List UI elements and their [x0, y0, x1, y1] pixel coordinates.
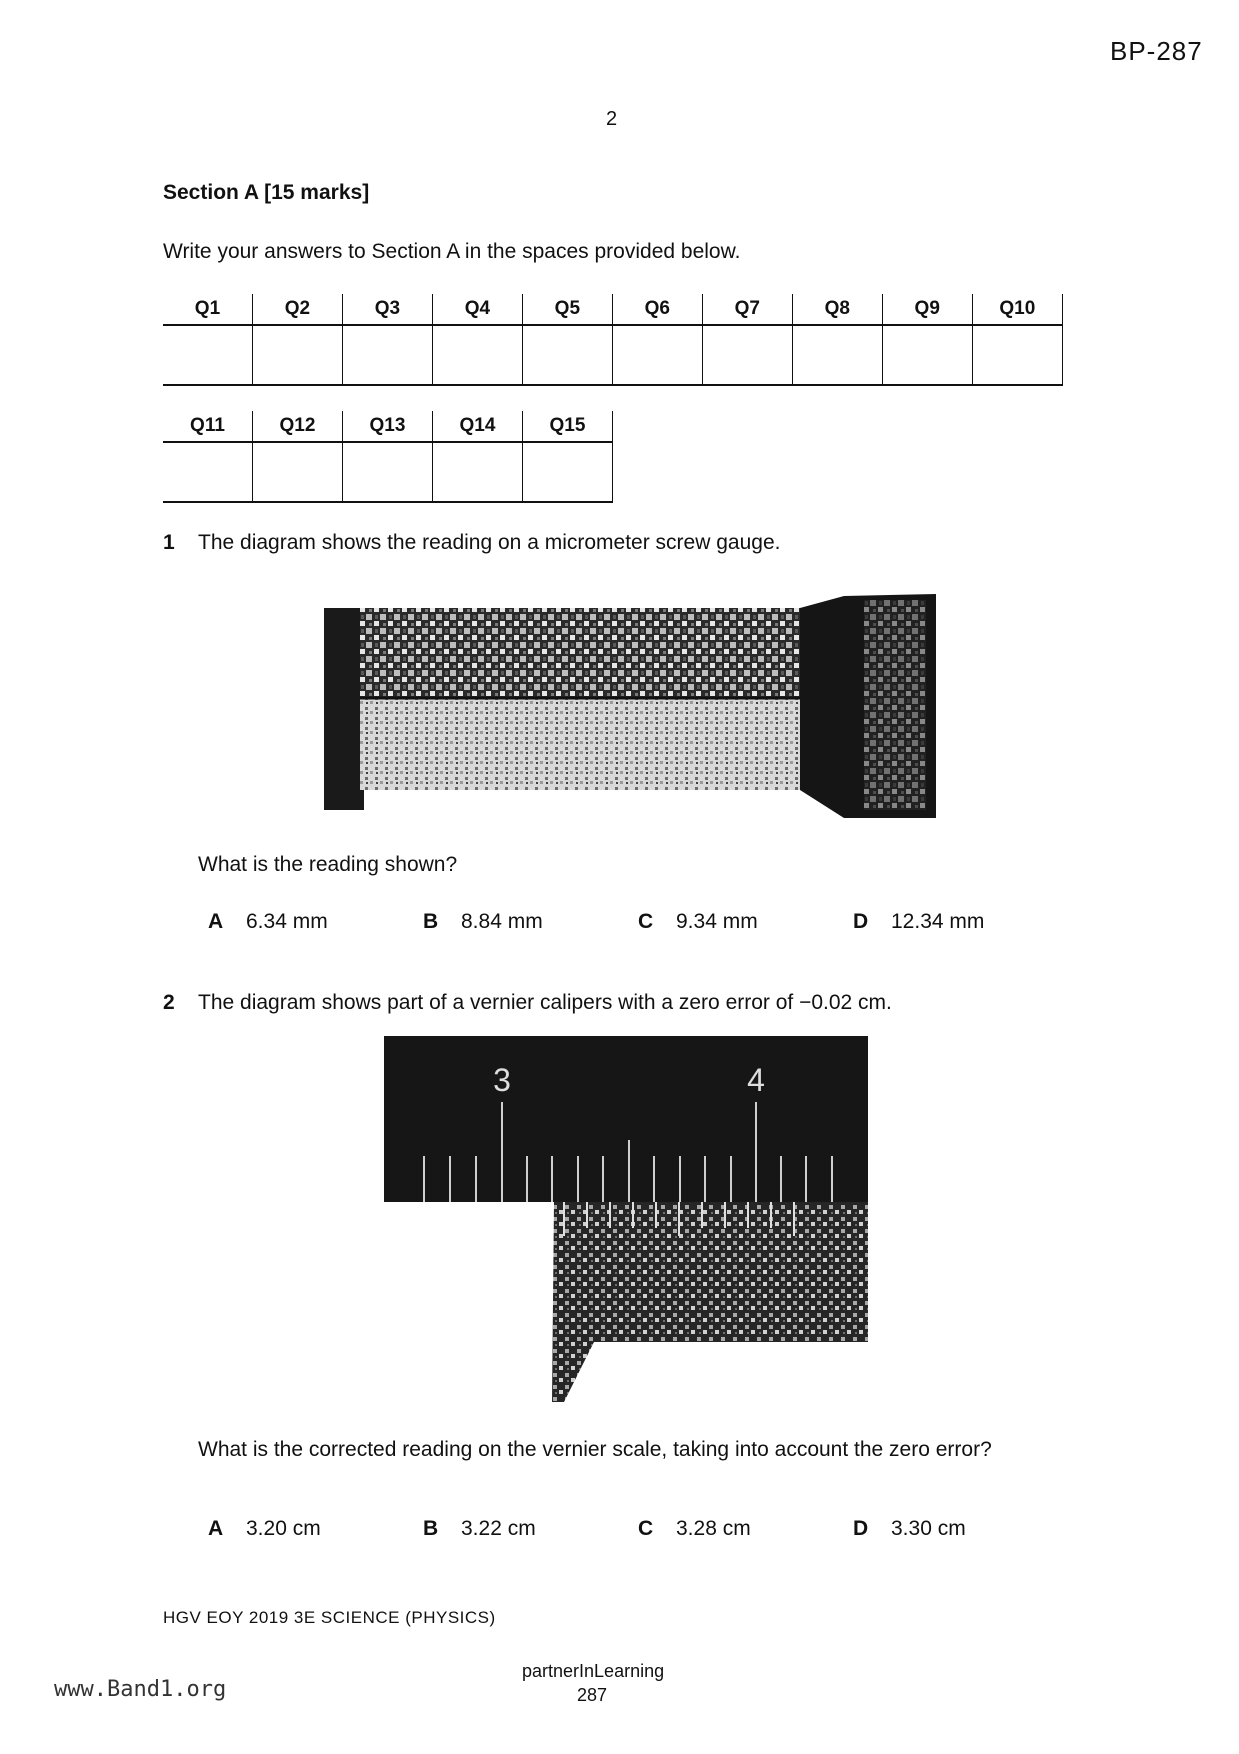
micrometer-thimble-detail — [864, 600, 926, 810]
question-1-text: The diagram shows the reading on a micrometer screw gauge. — [198, 531, 781, 554]
answer-box-q11[interactable] — [163, 442, 252, 502]
answer-header-q9: Q9 — [882, 294, 972, 325]
answer-header-q10: Q10 — [972, 294, 1062, 325]
answer-box-q4[interactable] — [432, 325, 522, 385]
option-letter: A — [208, 1517, 224, 1540]
option-text: 9.34 mm — [676, 910, 758, 933]
option-text: 3.22 cm — [461, 1517, 536, 1540]
question-2-option-c[interactable] — [638, 1517, 853, 1541]
question-2-number: 2 — [163, 991, 175, 1014]
question-2-ask: What is the corrected reading on the vernier scale, taking into account the zero error? — [198, 1438, 992, 1461]
option-letter: D — [853, 1517, 869, 1540]
micrometer-sleeve-lower — [360, 698, 800, 790]
option-text: 6.34 mm — [246, 910, 328, 933]
answer-box-q10[interactable] — [972, 325, 1062, 385]
option-letter: B — [423, 910, 439, 933]
answer-box-q13[interactable] — [342, 442, 432, 502]
section-title: Section A [15 marks] — [163, 181, 370, 204]
answer-header-q3: Q3 — [342, 294, 432, 325]
answer-box-q7[interactable] — [702, 325, 792, 385]
answer-header-q12: Q12 — [252, 411, 342, 442]
question-2-option-d[interactable] — [853, 1517, 1068, 1541]
main-scale-label-4: 4 — [747, 1062, 765, 1098]
answer-box-q9[interactable] — [882, 325, 972, 385]
option-letter: D — [853, 910, 869, 933]
answer-grid-row-2 — [163, 411, 613, 503]
question-2-options — [208, 1517, 1068, 1541]
question-2-option-a[interactable] — [208, 1517, 423, 1541]
document-id: BP-287 — [1110, 36, 1203, 66]
question-1-option-c[interactable] — [638, 910, 853, 934]
answer-box-q2[interactable] — [252, 325, 342, 385]
main-scale-bar — [384, 1036, 868, 1202]
answer-header-q1: Q1 — [163, 294, 252, 325]
answer-box-q12[interactable] — [252, 442, 342, 502]
main-scale-label-3: 3 — [493, 1062, 511, 1098]
option-letter: A — [208, 910, 224, 933]
footer-brand — [522, 1659, 665, 1707]
answer-header-q14: Q14 — [432, 411, 522, 442]
answer-box-q14[interactable] — [432, 442, 522, 502]
answer-header-q4: Q4 — [432, 294, 522, 325]
footer-course-title: HGV EOY 2019 3E SCIENCE (PHYSICS) — [163, 1608, 496, 1627]
answer-header-q15: Q15 — [522, 411, 612, 442]
question-2-option-b[interactable] — [423, 1517, 638, 1541]
option-text: 3.30 cm — [891, 1517, 966, 1540]
option-text: 12.34 mm — [891, 910, 985, 933]
footer-brand-page: 287 — [576, 1685, 608, 1705]
page-number: 2 — [606, 108, 618, 130]
option-letter: B — [423, 1517, 439, 1540]
answer-header-q13: Q13 — [342, 411, 432, 442]
question-2-text: The diagram shows part of a vernier calipers with a zero error of −0.02 cm. — [198, 991, 892, 1014]
answer-header-q5: Q5 — [522, 294, 612, 325]
option-text: 3.28 cm — [676, 1517, 751, 1540]
answer-header-q2: Q2 — [252, 294, 342, 325]
micrometer-frame — [324, 608, 364, 810]
answer-header-q8: Q8 — [792, 294, 882, 325]
answer-box-q3[interactable] — [342, 325, 432, 385]
answer-box-q8[interactable] — [792, 325, 882, 385]
micrometer-figure — [324, 586, 936, 826]
question-1-ask: What is the reading shown? — [198, 853, 458, 876]
answer-box-q15[interactable] — [522, 442, 612, 502]
answer-box-q6[interactable] — [612, 325, 702, 385]
question-1-option-a[interactable] — [208, 910, 423, 934]
watermark: www.Band1.org — [54, 1677, 227, 1702]
answer-box-q1[interactable] — [163, 325, 252, 385]
answer-header-q7: Q7 — [702, 294, 792, 325]
question-1-number: 1 — [163, 531, 175, 554]
answer-header-q6: Q6 — [612, 294, 702, 325]
option-letter: C — [638, 1517, 654, 1540]
section-instruction: Write your answers to Section A in the spaces provided below. — [163, 240, 741, 263]
option-text: 3.20 cm — [246, 1517, 321, 1540]
option-text: 8.84 mm — [461, 910, 543, 933]
option-letter: C — [638, 910, 654, 933]
answer-header-q11: Q11 — [163, 411, 252, 442]
answer-grid-row-1 — [163, 294, 1063, 386]
micrometer-sleeve — [360, 608, 800, 698]
question-1-options — [208, 910, 1068, 934]
question-1-option-d[interactable] — [853, 910, 1068, 934]
vernier-calipers-figure — [384, 1036, 868, 1408]
question-1-option-b[interactable] — [423, 910, 638, 934]
answer-box-q5[interactable] — [522, 325, 612, 385]
footer-brand-name: partnerInLearning — [522, 1661, 665, 1681]
